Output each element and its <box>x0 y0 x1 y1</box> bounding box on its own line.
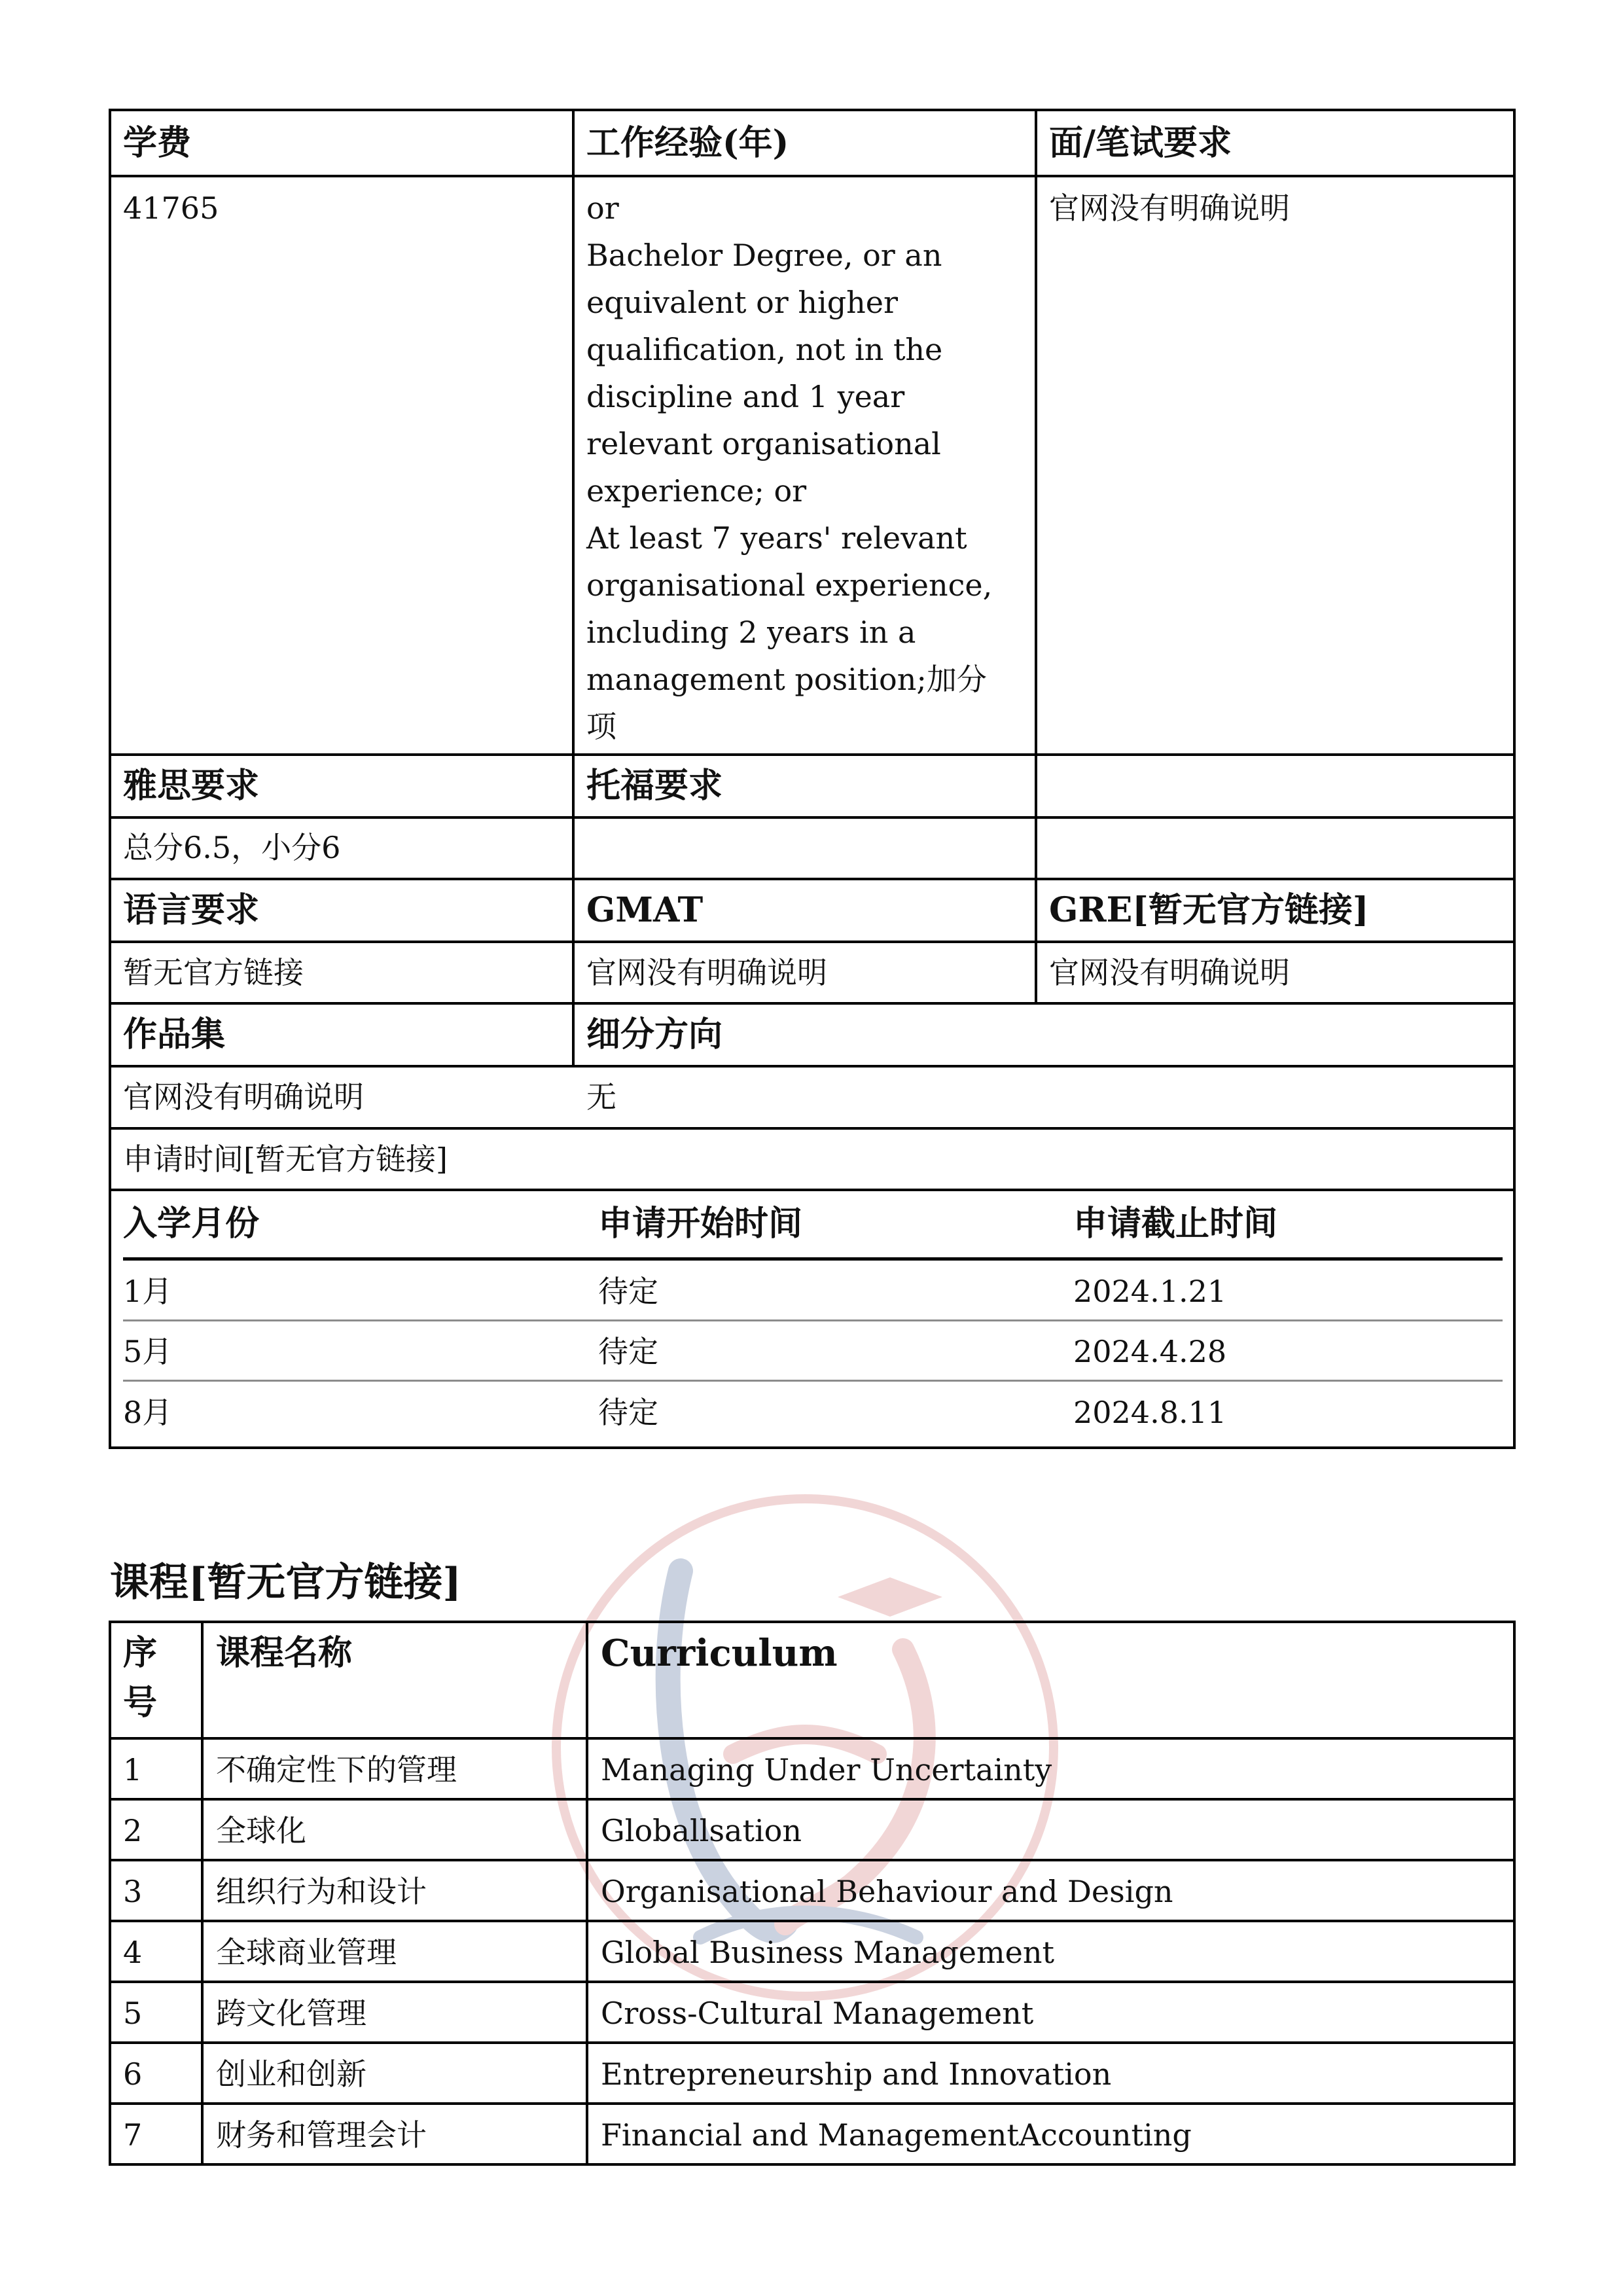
header-course-no: 号 <box>123 1683 158 1723</box>
ielts-value: 总分6.5，小分6 <box>123 830 341 865</box>
course-name-cn: 全球商业管理 <box>216 1935 397 1970</box>
direction-value: 无 <box>586 1079 616 1115</box>
course-no: 6 <box>123 2056 143 2092</box>
header-course-no: 序 <box>123 1633 158 1673</box>
intake-month: 1月 <box>123 1274 173 1309</box>
course-no: 4 <box>123 1935 143 1970</box>
courses-section-title: 课程[暂无官方链接] <box>110 1560 461 1605</box>
intake-month: 8月 <box>123 1395 173 1430</box>
intake-month: 5月 <box>123 1334 173 1369</box>
course-name-cn: 组织行为和设计 <box>216 1874 427 1909</box>
work-line: At least 7 years' relevant <box>586 520 967 556</box>
work-line: equivalent or higher <box>586 285 899 320</box>
course-name-cn: 不确定性下的管理 <box>216 1752 457 1787</box>
course-name-en: Financial and ManagementAccounting <box>601 2117 1192 2153</box>
work-line: or <box>586 190 619 226</box>
course-no: 2 <box>123 1813 143 1848</box>
header-language: 语言要求 <box>123 890 260 930</box>
work-line: management position;加分 <box>586 662 987 697</box>
application-time-label: 申请时间[暂无官方链接] <box>123 1141 448 1177</box>
gmat-value: 官网没有明确说明 <box>586 955 827 990</box>
course-name-en: Globallsation <box>601 1813 802 1848</box>
course-no: 7 <box>123 2117 143 2153</box>
interview-value: 官网没有明确说明 <box>1049 190 1290 226</box>
header-ielts: 雅思要求 <box>123 766 260 806</box>
course-no: 3 <box>123 1874 143 1909</box>
intake-deadline: 2024.1.21 <box>1073 1274 1227 1309</box>
header-deadline: 申请截止时间 <box>1073 1204 1278 1244</box>
course-name-cn: 财务和管理会计 <box>216 2117 427 2153</box>
header-gre: GRE[暂无官方链接] <box>1049 890 1369 930</box>
work-line: relevant organisational <box>586 426 941 461</box>
header-intake-month: 入学月份 <box>123 1204 260 1244</box>
intake-deadline: 2024.4.28 <box>1073 1334 1227 1369</box>
work-line: 项 <box>586 709 616 744</box>
work-line: Bachelor Degree, or an <box>586 238 942 273</box>
header-tuition: 学费 <box>123 123 192 163</box>
header-work-experience: 工作经验(年) <box>586 123 789 163</box>
intake-start: 待定 <box>598 1334 658 1369</box>
course-no: 5 <box>123 1996 143 2031</box>
gre-value: 官网没有明确说明 <box>1049 955 1290 990</box>
course-name-en: Organisational Behaviour and Design <box>601 1874 1173 1909</box>
course-name-cn: 跨文化管理 <box>216 1996 366 2031</box>
work-line: organisational experience, <box>586 567 993 603</box>
header-toefl: 托福要求 <box>586 766 723 806</box>
course-name-en: Cross-Cultural Management <box>601 1996 1034 2031</box>
work-line: including 2 years in a <box>586 615 916 650</box>
intake-start: 待定 <box>598 1274 658 1309</box>
header-gmat: GMAT <box>586 890 704 930</box>
header-direction: 细分方向 <box>586 1014 723 1054</box>
header-curriculum: Curriculum <box>601 1632 838 1675</box>
work-line: experience; or <box>586 473 807 509</box>
header-course-name: 课程名称 <box>216 1633 353 1673</box>
course-name-en: Global Business Management <box>601 1935 1054 1970</box>
intake-deadline: 2024.8.11 <box>1073 1395 1227 1430</box>
course-name-cn: 全球化 <box>216 1813 306 1848</box>
header-start-time: 申请开始时间 <box>598 1204 803 1244</box>
intake-start: 待定 <box>598 1395 658 1430</box>
language-value: 暂无官方链接 <box>123 955 304 990</box>
work-experience-value <box>586 185 1031 750</box>
header-interview: 面/笔试要求 <box>1049 123 1232 163</box>
work-line: qualification, not in the <box>586 332 943 367</box>
portfolio-value: 官网没有明确说明 <box>123 1079 364 1115</box>
course-name-cn: 创业和创新 <box>216 2056 366 2092</box>
header-portfolio: 作品集 <box>123 1014 226 1054</box>
tuition-value: 41765 <box>123 190 219 226</box>
course-no: 1 <box>123 1752 143 1787</box>
course-name-en: Managing Under Uncertainty <box>601 1752 1052 1787</box>
course-name-en: Entrepreneurship and Innovation <box>601 2056 1112 2092</box>
work-line: discipline and 1 year <box>586 379 905 414</box>
